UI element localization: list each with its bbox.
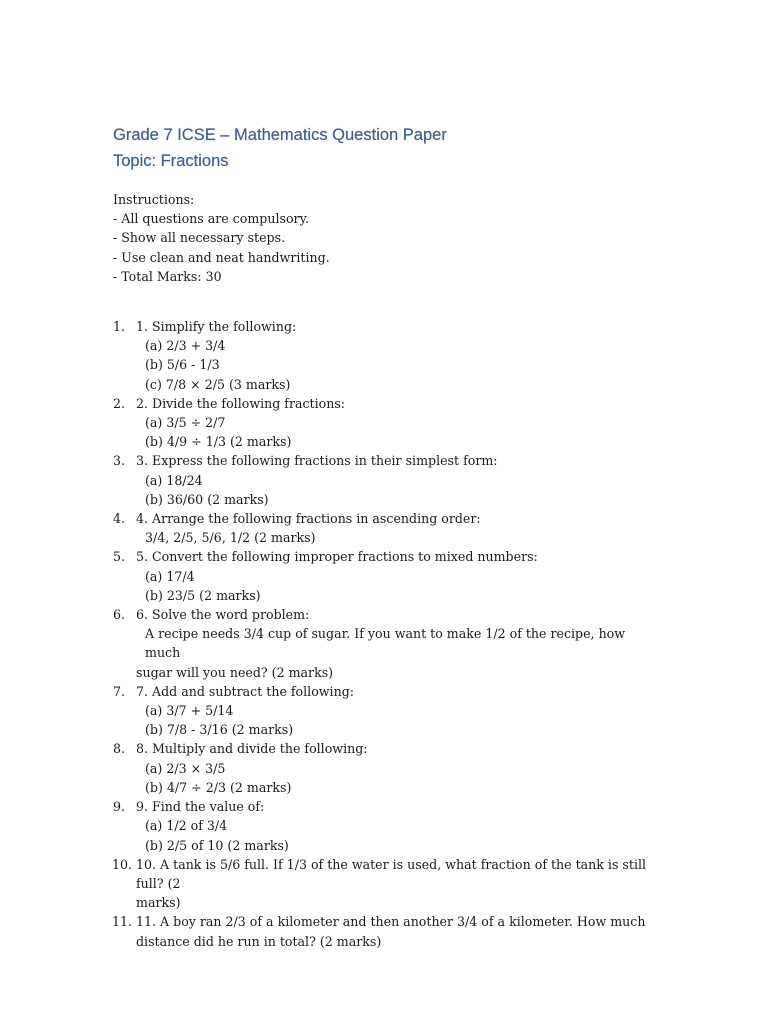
- question-number: 2.: [113, 395, 126, 411]
- question-part: (a) 1/2 of 3/4: [145, 818, 228, 834]
- question-item: [113, 912, 653, 950]
- instructions-block: [113, 190, 653, 286]
- question-item: [113, 451, 653, 509]
- question-text: 3. Express the following fractions in their simplest form:: [136, 453, 498, 469]
- question-part: (a) 3/5 ÷ 2/7: [145, 415, 226, 431]
- question-text: 4. Arrange the following fractions in ascending order:: [136, 511, 481, 527]
- instruction-item: - All questions are compulsory.: [113, 211, 310, 227]
- question-number: 9.: [113, 799, 126, 815]
- question-paper: [113, 122, 653, 951]
- question-item: [113, 682, 653, 740]
- question-item: [113, 739, 653, 797]
- instruction-item: - Use clean and neat handwriting.: [113, 249, 330, 265]
- question-continuation: distance did he run in total? (2 marks): [136, 933, 382, 949]
- question-part: (c) 7/8 × 2/5 (3 marks): [145, 376, 291, 392]
- question-part: sugar will you need? (2 marks): [136, 664, 334, 680]
- question-part: A recipe needs 3/4 cup of sugar. If you want to make 1/2 of the recipe, how much: [145, 626, 630, 661]
- instruction-item: - Show all necessary steps.: [113, 230, 286, 246]
- question-number: 3.: [113, 453, 126, 469]
- question-number: 4.: [113, 511, 126, 527]
- question-text: 11. A boy ran 2/3 of a kilometer and then another 3/4 of a kilometer. How much: [136, 914, 646, 930]
- question-number: 7.: [113, 683, 126, 699]
- question-number: 10.: [112, 856, 133, 872]
- question-text: 8. Multiply and divide the following:: [136, 741, 368, 757]
- question-part: (a) 3/7 + 5/14: [145, 703, 234, 719]
- question-text: 6. Solve the word problem:: [136, 607, 310, 623]
- question-part: (b) 2/5 of 10 (2 marks): [145, 837, 289, 853]
- question-part: (a) 2/3 + 3/4: [145, 338, 226, 354]
- paper-topic: Topic: Fractions: [113, 152, 229, 170]
- question-part: (b) 23/5 (2 marks): [145, 587, 261, 603]
- question-part: (a) 2/3 × 3/5: [145, 760, 226, 776]
- question-item: [113, 797, 653, 855]
- question-item: [113, 605, 653, 682]
- question-number: 8.: [113, 741, 126, 757]
- question-part: (b) 36/60 (2 marks): [145, 491, 269, 507]
- question-item: [113, 509, 653, 547]
- question-item: [113, 547, 653, 605]
- question-item: [113, 317, 653, 394]
- question-item: [113, 394, 653, 452]
- question-part: (b) 4/9 ÷ 1/3 (2 marks): [145, 434, 292, 450]
- question-part: (b) 5/6 - 1/3: [145, 357, 220, 373]
- question-text: 7. Add and subtract the following:: [136, 683, 354, 699]
- paper-title: Grade 7 ICSE – Mathematics Question Paper: [113, 126, 447, 144]
- question-number: 1.: [113, 319, 126, 335]
- question-part: (b) 4/7 ÷ 2/3 (2 marks): [145, 779, 292, 795]
- question-text: 9. Find the value of:: [136, 799, 265, 815]
- question-part: 3/4, 2/5, 5/6, 1/2 (2 marks): [145, 530, 316, 546]
- instruction-item: - Total Marks: 30: [113, 268, 222, 284]
- question-part: (b) 7/8 - 3/16 (2 marks): [145, 722, 294, 738]
- question-number: 11.: [112, 914, 133, 930]
- question-text: 10. A tank is 5/6 full. If 1/3 of the water is used, what fraction of the tank is still full? (2: [136, 856, 651, 891]
- question-text: 1. Simplify the following:: [136, 319, 297, 335]
- question-number: 6.: [113, 607, 126, 623]
- question-list: [113, 317, 653, 951]
- question-item: [113, 855, 653, 913]
- question-continuation: marks): [136, 895, 181, 911]
- question-number: 5.: [113, 549, 126, 565]
- question-text: 2. Divide the following fractions:: [136, 395, 346, 411]
- instructions-heading: Instructions:: [113, 192, 195, 207]
- question-part: (a) 17/4: [145, 568, 195, 584]
- question-text: 5. Convert the following improper fractions to mixed numbers:: [136, 549, 538, 565]
- question-part: (a) 18/24: [145, 472, 203, 488]
